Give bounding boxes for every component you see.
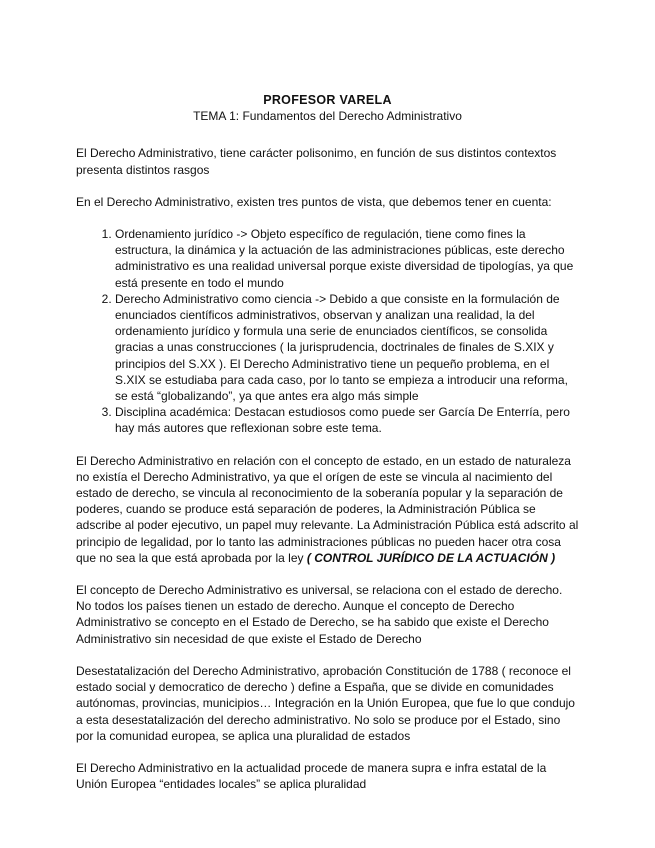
document-subtitle: TEMA 1: Fundamentos del Derecho Administrativo (193, 109, 462, 124)
paragraph-estado (76, 453, 579, 566)
paragraph-desestatalizacion: Desestatalización del Derecho Administrativo, aprobación Constitución de 1788 ( reconoce el estado social y democratico de derecho ) define a España, que se divide en comunidades autónomas, provincias, municipios… Integración en la Unión Europea, que fue lo que condujo a esta desestatalización del derecho administrativo. No solo se produce por el Estado, sino por la comunidad europea, se aplica una pluralidad de estados (76, 663, 575, 743)
document-title: PROFESOR VARELA (263, 93, 392, 107)
list-item: 1. Ordenamiento jurídico -> Objeto específico de regulación, tiene como fines la estructura, la dinámica y la actuación de las administraciones públicas, este derecho administrativo es una realidad universal porque existe diversidad de tipologías, ya que está presente en todo el mundo (115, 226, 579, 291)
list-item: 2. Derecho Administrativo como ciencia -> Debido a que consiste en la formulación de enunciados científicos administrativos, observan y analizan una realidad, la del ordenamiento jurídico y formula una serie de enunciados científicos, se consolida gracias a unas construcciones ( la jurisprudencia, doctrinales de finales de S.XIX y principios del S.XX ). El Derecho Administrativo tiene un pequeño problema, en el S.XIX se estudiaba para cada caso, por lo tanto se empieza a introducir una reforma, se está “globalizando”, ya que antes era algo más simple (115, 291, 579, 404)
list-item: 3. Disciplina académica: Destacan estudiosos como puede ser García De Enterría, pero hay más autores que reflexionan sobre este tema. (115, 404, 579, 436)
paragraph-intro: El Derecho Administrativo, tiene carácter polisonimo, en función de sus distintos contextos presenta distintos rasgos (76, 146, 557, 177)
control-juridico-emphasis: ( CONTROL JURÍDICO DE LA ACTUACIÓN ) (306, 550, 556, 565)
viewpoints-list (76, 226, 579, 437)
paragraph-actualidad: El Derecho Administrativo en la actualidad procede de manera supra e infra estatal de la Unión Europea “entidades locales” se aplica pluralidad (76, 760, 547, 792)
paragraph-estado-text: El Derecho Administrativo en relación con el concepto de estado, en un estado de naturaleza no existía el Derecho Administrativo, ya que el orígen de este se vincula al nacimiento del estado de derecho, se vincula al reconocimiento de la soberanía popular y la separación de poderes, cuando se produce está separación de poderes, la Administración Pública se adscribe al poder ejecutivo, un papel muy relevante. La Administración Pública está adscrito al principio de legalidad, por lo tanto las administraciones públicas no pueden hacer otra cosa que no sea la que está aprobada por la ley (76, 453, 579, 565)
paragraph-universal: El concepto de Derecho Administrativo es universal, se relaciona con el estado de derecho. No todos los países tienen un estado de derecho. Aunque el concepto de Derecho Administrativo se concepto en el Estado de Derecho, se ha sabido que existe el Derecho Administrativo sin necesidad de que existe el Estado de Derecho (76, 583, 563, 646)
paragraph-viewpoints: En el Derecho Administrativo, existen tres puntos de vista, que debemos tener en cuenta: (76, 194, 552, 209)
